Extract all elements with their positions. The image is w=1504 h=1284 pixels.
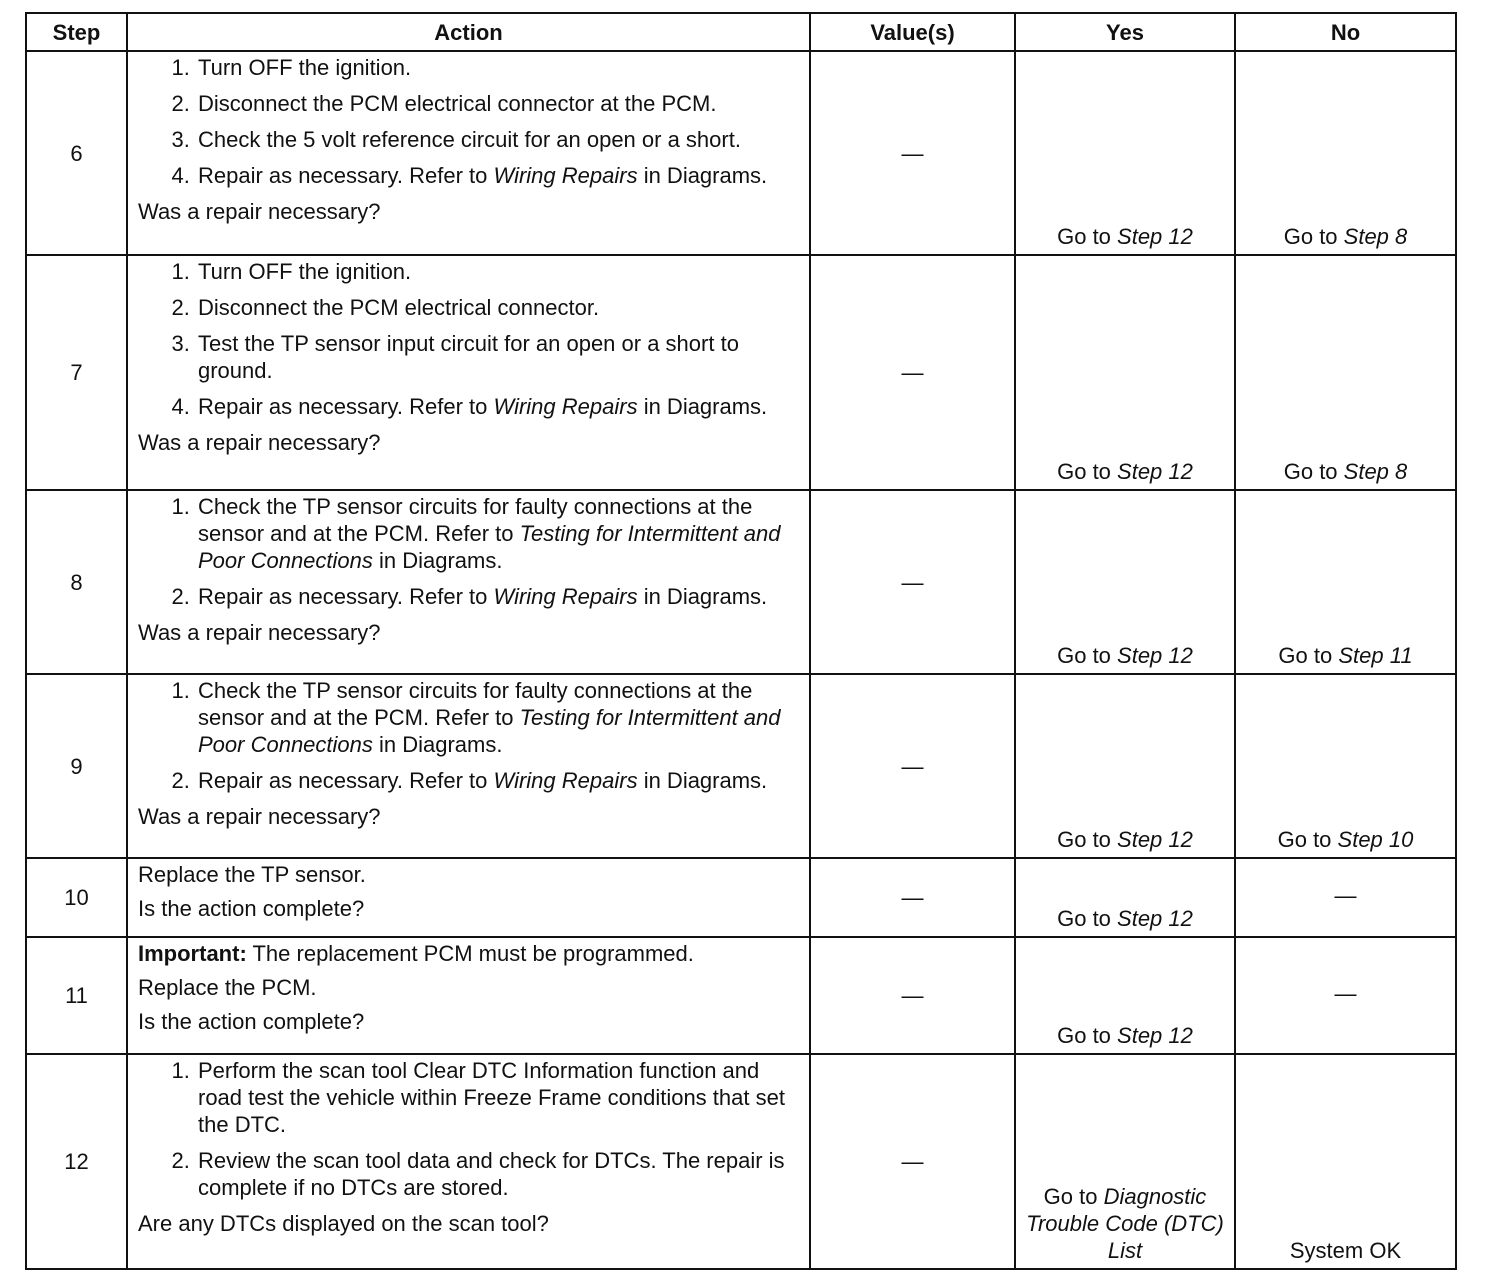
- text-segment: Go to: [1043, 1184, 1104, 1209]
- text-segment: Go to: [1057, 827, 1118, 853]
- text-segment: Turn OFF the ignition.: [198, 259, 412, 285]
- table-row: [26, 937, 1456, 1055]
- text-segment: in Diagrams.: [637, 584, 768, 610]
- action-cell: [127, 490, 810, 674]
- text-segment: Test the TP sensor input circuit for an open or a short to ground.: [198, 331, 739, 384]
- text-segment: Check the TP sensor circuits for faulty connections at the sensor and at the PCM. Refer to: [198, 678, 753, 731]
- text-segment: in Diagrams.: [372, 732, 503, 758]
- text-segment: in Diagrams.: [372, 548, 503, 574]
- value-cell: —: [810, 51, 1015, 255]
- italic-reference: Testing for Intermittent and Poor Connections: [198, 521, 781, 574]
- text-segment: Go to: [1057, 1023, 1118, 1049]
- italic-reference: Step 12: [1117, 905, 1193, 931]
- action-question: Is the action complete?: [138, 1008, 365, 1034]
- text-segment: Repair as necessary. Refer to: [198, 584, 494, 610]
- step-number: 10: [26, 858, 127, 937]
- italic-reference: Step 12: [1117, 224, 1193, 250]
- header-no: No: [1235, 13, 1456, 51]
- step-number: 9: [26, 674, 127, 858]
- table-row: [26, 51, 1456, 255]
- action-step: [196, 126, 803, 153]
- action-step: [196, 393, 803, 420]
- no-cell: [1235, 51, 1456, 255]
- no-cell: [1235, 674, 1456, 858]
- header-action: Action: [127, 13, 810, 51]
- action-cell: [127, 858, 810, 937]
- action-question: Was a repair necessary?: [138, 199, 381, 224]
- text-segment: Disconnect the PCM electrical connector.: [198, 295, 600, 321]
- text-segment: —: [1334, 981, 1357, 1007]
- italic-reference: Wiring Repairs: [493, 394, 638, 420]
- action-question: Was a repair necessary?: [138, 430, 381, 456]
- value-cell: —: [810, 858, 1015, 937]
- italic-reference: Step 12: [1117, 1023, 1193, 1049]
- action-question: Are any DTCs displayed on the scan tool?: [138, 1211, 549, 1237]
- action-cell: [127, 51, 810, 255]
- text-segment: in Diagrams.: [637, 768, 768, 794]
- table-row: [26, 255, 1456, 490]
- action-question: Is the action complete?: [138, 896, 365, 922]
- action-step: [196, 493, 803, 574]
- text-segment: in Diagrams.: [637, 394, 768, 420]
- italic-reference: Testing for Intermittent and Poor Connections: [198, 705, 781, 758]
- action-cell: [127, 674, 810, 858]
- text-segment: —: [1334, 882, 1357, 908]
- action-steps: [138, 677, 803, 794]
- value-cell: —: [810, 255, 1015, 490]
- text-segment: Repair as necessary. Refer to: [198, 394, 494, 420]
- header-row: [26, 13, 1456, 51]
- italic-reference: Step 11: [1338, 643, 1413, 669]
- text-segment: Turn OFF the ignition.: [198, 55, 412, 80]
- step-number: 6: [26, 51, 127, 255]
- italic-reference: Step 8: [1343, 224, 1408, 250]
- action-step: [196, 1147, 803, 1201]
- text-segment: Go to: [1057, 643, 1118, 669]
- text-segment: Check the TP sensor circuits for faulty connections at the sensor and at the PCM. Refer to: [198, 494, 753, 547]
- step-number: 12: [26, 1054, 127, 1269]
- text-segment: Review the scan tool data and check for DTCs. The repair is complete if no DTCs are stored.: [198, 1148, 785, 1201]
- text-segment: Go to: [1057, 224, 1118, 250]
- header-step: Step: [26, 13, 127, 51]
- italic-reference: Diagnostic Trouble Code (DTC) List: [1026, 1184, 1224, 1263]
- step-number: 7: [26, 255, 127, 490]
- yes-cell: [1015, 937, 1235, 1055]
- action-line: [138, 861, 803, 888]
- italic-reference: Wiring Repairs: [493, 163, 638, 188]
- value-cell: —: [810, 937, 1015, 1055]
- action-step: [196, 767, 803, 794]
- text-segment: Repair as necessary. Refer to: [198, 768, 494, 794]
- yes-cell: [1015, 51, 1235, 255]
- action-question: Was a repair necessary?: [138, 620, 381, 646]
- step-number: 11: [26, 937, 127, 1055]
- action-steps: [138, 54, 803, 189]
- table-row: [26, 490, 1456, 674]
- yes-cell: [1015, 858, 1235, 937]
- action-steps: [138, 493, 803, 610]
- diagnostic-table: [25, 12, 1457, 1270]
- step-number: 8: [26, 490, 127, 674]
- value-cell: —: [810, 1054, 1015, 1269]
- table-row: [26, 858, 1456, 937]
- no-cell: [1235, 937, 1456, 1055]
- text-segment: Go to: [1283, 459, 1344, 485]
- italic-reference: Step 12: [1117, 643, 1193, 669]
- italic-reference: Step 12: [1117, 827, 1193, 853]
- value-cell: —: [810, 490, 1015, 674]
- action-cell: [127, 937, 810, 1055]
- text-segment: Go to: [1278, 643, 1339, 669]
- header-values: Value(s): [810, 13, 1015, 51]
- action-step: [196, 677, 803, 758]
- text-segment: Repair as necessary. Refer to: [198, 163, 494, 188]
- italic-reference: Step 8: [1343, 459, 1408, 485]
- no-cell: [1235, 490, 1456, 674]
- table-row: [26, 674, 1456, 858]
- text-segment: Check the 5 volt reference circuit for an open or a short.: [198, 127, 741, 152]
- no-cell: [1235, 1054, 1456, 1269]
- yes-cell: [1015, 255, 1235, 490]
- action-line: [138, 940, 803, 967]
- text-segment: Go to: [1283, 224, 1344, 250]
- action-step: [196, 583, 803, 610]
- action-step: [196, 330, 803, 384]
- text-segment: Replace the PCM.: [138, 974, 317, 1000]
- action-cell: [127, 1054, 810, 1269]
- action-cell: [127, 255, 810, 490]
- value-cell: —: [810, 674, 1015, 858]
- text-segment: Disconnect the PCM electrical connector at the PCM.: [198, 91, 717, 116]
- action-steps: [138, 1057, 803, 1201]
- bold-label: Important:: [138, 940, 247, 966]
- italic-reference: Step 12: [1117, 459, 1193, 485]
- action-step: [196, 258, 803, 285]
- text-segment: in Diagrams.: [637, 163, 768, 188]
- header-yes: Yes: [1015, 13, 1235, 51]
- yes-cell: [1015, 674, 1235, 858]
- action-step: [196, 90, 803, 117]
- action-steps: [138, 258, 803, 420]
- action-step: [196, 54, 803, 81]
- action-step: [196, 162, 803, 189]
- action-step: [196, 1057, 803, 1138]
- table-row: [26, 1054, 1456, 1269]
- text-segment: Perform the scan tool Clear DTC Information function and road test the vehicle within Freeze Frame conditions that set the DTC.: [198, 1058, 785, 1138]
- text-segment: System OK: [1289, 1238, 1402, 1263]
- action-line: [138, 974, 803, 1001]
- no-cell: [1235, 858, 1456, 937]
- text-segment: Go to: [1057, 459, 1118, 485]
- yes-cell: [1015, 490, 1235, 674]
- text-segment: Go to: [1277, 827, 1338, 853]
- yes-cell: [1015, 1054, 1235, 1269]
- text-segment: Replace the TP sensor.: [138, 862, 366, 888]
- action-question: Was a repair necessary?: [138, 804, 381, 830]
- action-step: [196, 294, 803, 321]
- no-cell: [1235, 255, 1456, 490]
- text-segment: The replacement PCM must be programmed.: [246, 940, 694, 966]
- italic-reference: Step 10: [1337, 827, 1414, 853]
- italic-reference: Wiring Repairs: [493, 768, 638, 794]
- italic-reference: Wiring Repairs: [493, 584, 638, 610]
- text-segment: Go to: [1057, 905, 1118, 931]
